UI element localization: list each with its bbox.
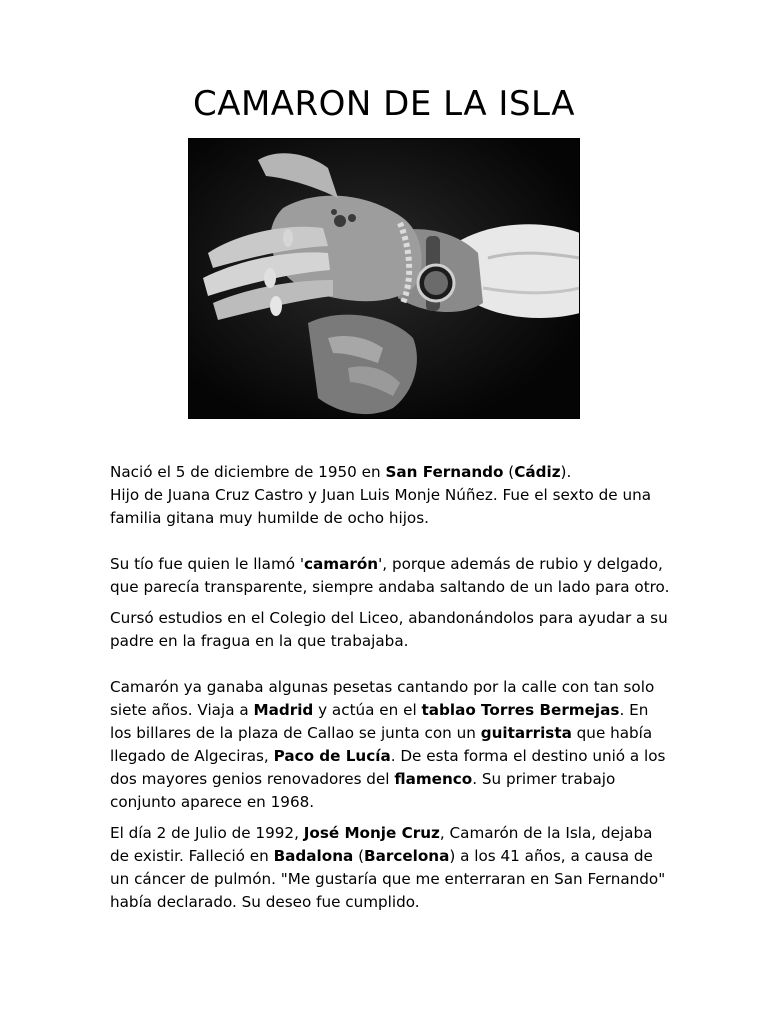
text-run: que había llegado de Algeciras,	[110, 724, 653, 765]
text-run: . De esta forma el destino unió a los dos mayores genios renovadores del	[110, 747, 666, 788]
paragraph-career	[110, 676, 670, 814]
text-run: ).	[560, 463, 572, 481]
text-run: y actúa en el	[313, 701, 422, 719]
bold-nickname: camarón	[304, 555, 379, 573]
text-run: Hijo de Juana Cruz Castro y Juan Luis Monje Núñez. Fue el sexto de una familia gitana muy humilde de ocho hijos.	[110, 486, 652, 527]
text-run: Camarón ya ganaba algunas pesetas cantando por la calle con tan solo siete años. Viaja a	[110, 678, 655, 719]
bold-place: Barcelona	[364, 847, 450, 865]
text-run: El día 2 de Julio de 1992,	[110, 824, 304, 842]
text-run: ) a los 41 años, a causa de un cáncer de pulmón. "Me gustaría que me enterraran en San Fernando" había declarado. Su deseo fue cumplido.	[110, 847, 666, 911]
bold-place: Cádiz	[514, 463, 561, 481]
bold-place: Madrid	[253, 701, 314, 719]
bold-venue: tablao Torres Bermejas	[421, 701, 620, 719]
text-run: Nació el 5 de diciembre de 1950 en	[110, 463, 386, 481]
text-run: (	[503, 463, 515, 481]
text-run: ', porque además de rubio y delgado, que parecía transparente, siempre andaba saltando de un lado para otro.	[110, 555, 670, 596]
paragraph-studies	[110, 607, 670, 653]
page-title: CAMARON DE LA ISLA	[192, 84, 576, 124]
text-run: . En los billares de la plaza de Callao se junta con un	[110, 701, 649, 742]
hands-photo	[188, 138, 580, 419]
text-run: , Camarón de la Isla, dejaba de existir. Falleció en	[110, 824, 653, 865]
bold-place: San Fernando	[385, 463, 504, 481]
bold-place: Badalona	[273, 847, 354, 865]
article-body	[110, 461, 670, 914]
text-run: . Su primer trabajo conjunto aparece en 1968.	[110, 770, 616, 811]
text-run: Cursó estudios en el Colegio del Liceo, abandonándolos para ayudar a su padre en la fragua en la que trabajaba.	[110, 609, 668, 650]
bold-term: flamenco	[394, 770, 473, 788]
hands-illustration	[188, 138, 580, 419]
paragraph-nickname	[110, 553, 670, 599]
bold-term: guitarrista	[480, 724, 572, 742]
paragraph-death	[110, 822, 670, 914]
bold-person: Paco de Lucía	[273, 747, 391, 765]
text-run: (	[353, 847, 365, 865]
bold-person: José Monje Cruz	[303, 824, 440, 842]
paragraph-birth	[110, 461, 670, 530]
text-run: Su tío fue quien le llamó '	[110, 555, 305, 573]
